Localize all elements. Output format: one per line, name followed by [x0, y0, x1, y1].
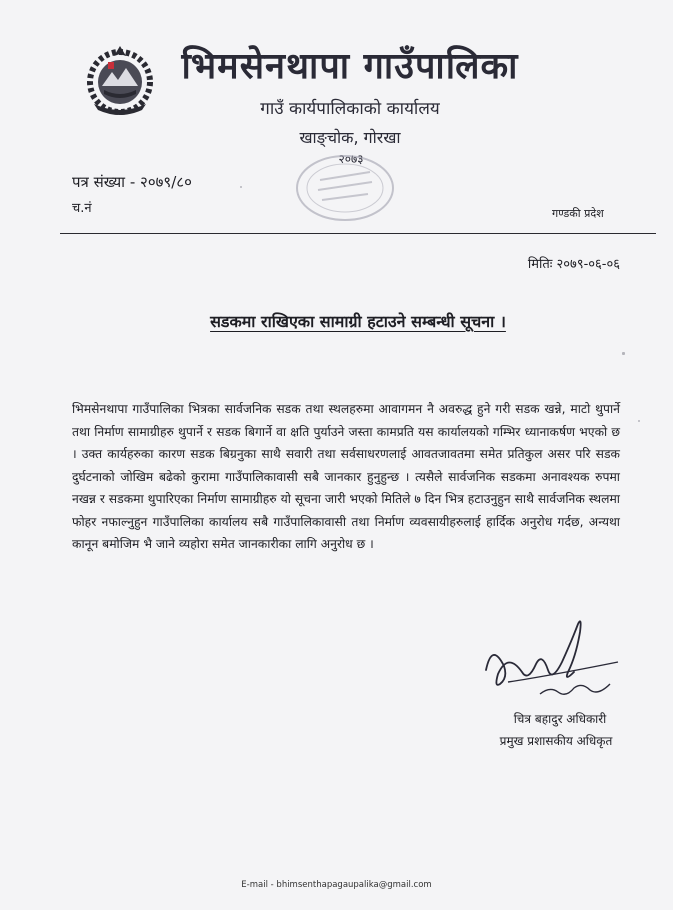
office-stamp-icon — [290, 150, 400, 225]
scan-speck — [622, 352, 625, 355]
scan-speck — [240, 186, 242, 188]
reference-number: पत्र संख्या - २०७९/८० — [72, 173, 192, 191]
signatory-title: प्रमुख प्रशासकीय अधिकृत — [499, 734, 613, 748]
notice-subject — [60, 310, 656, 332]
nepal-government-emblem-icon — [80, 42, 160, 120]
handwritten-signature-icon — [478, 612, 623, 712]
notice-body: भिमसेनथापा गाउँपालिका भित्रका सार्वजनिक सडक तथा स्थलहरुमा आवागमन नै अवरुद्ध हुने गरी सडक खन्ने, माटो थुपार्ने तथा निर्माण सामाग्रीहरु थुपार्ने र सडक बिगार्ने वा क्षति पुर्याउने जस्ता कामप्रति यस कार्यालयको गम्भिर ध्यानाकर्षण भएको छ । उक्त कार्यहरुका कारण सडक बिग्रनुका साथै सवारी तथा सर्वसाधरणलाई आवतजावतमा समेत प्रतिकुल असर परि सडक दुर्घटनाको जोखिम बढेको कुरामा गाउँपालिकावासी सबै जानकार हुनुहुन्छ । त्यसैले सार्वजनिक सडकमा अनावश्यक रुपमा नखन्न र सडकमा थुपारिएका निर्माण सामाग्रीहरु यो सूचना जारी भएको मितिले ७ दिन भित्र हटाउनुहुन साथै सार्वजनिक स्थलमा फोहर नफाल्नुहुन गाउँपालिका कार्यालय सबै गाउँपालिकावासी तथा निर्माण व्यवसायीहरुलाई हार्दिक अनुरोध गर्दछ, अन्यथा कानून बमोजिम भै जाने व्यहोरा समेत जानकारीका लागि अनुरोध छ । — [72, 402, 620, 551]
office-name: गाउँ कार्यपालिकाको कार्यालय — [260, 99, 440, 119]
letter-date: मितिः २०७९-०६-०६ — [527, 257, 620, 272]
dispatch-number: च.नं — [72, 201, 92, 216]
header-divider — [60, 233, 656, 234]
scan-speck — [638, 420, 640, 422]
province-name: गण्डकी प्रदेश — [552, 207, 604, 220]
footer-email: E-mail - bhimsenthapagaupalika@gmail.com — [241, 880, 432, 890]
notice-subject-text: सडकमा राखिएका सामाग्री हटाउने सम्बन्धी सूचना । — [210, 312, 506, 331]
signatory-name: चित्र बहादुर अधिकारी — [513, 712, 607, 726]
organization-name: भिमसेनथापा गाउँपालिका — [181, 46, 519, 87]
established-year: २०७३ — [338, 152, 364, 166]
office-address: खाङ्चोक, गोरखा — [299, 128, 401, 147]
